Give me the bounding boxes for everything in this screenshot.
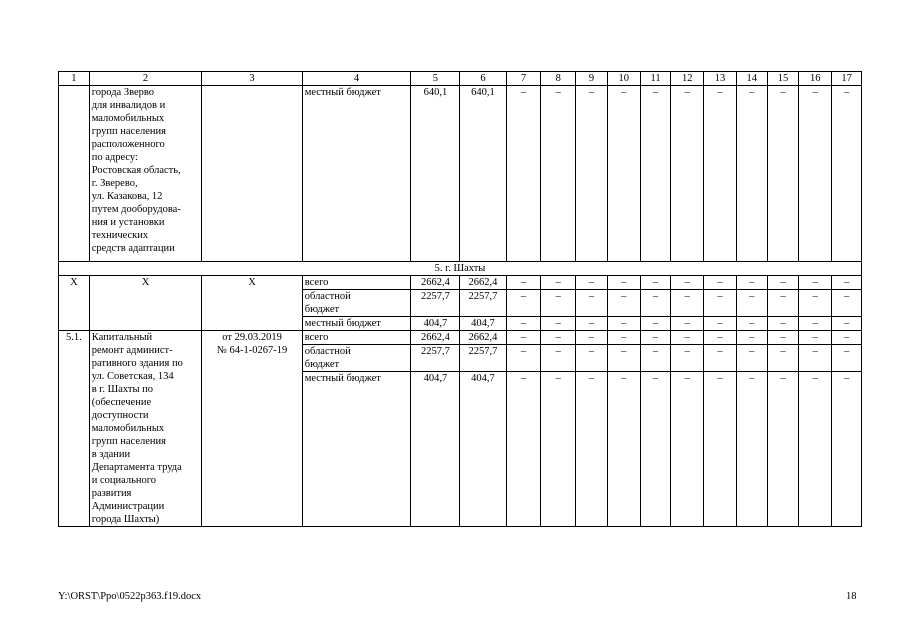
dash-cell: – xyxy=(541,86,576,262)
dash-cell: – xyxy=(541,276,576,290)
dash-cell: – xyxy=(506,276,541,290)
dash-cell: – xyxy=(640,331,671,345)
dash-cell: – xyxy=(704,345,737,372)
cell-x-3: Х xyxy=(202,276,302,331)
dash-cell: – xyxy=(671,290,704,317)
dash-cell: – xyxy=(671,276,704,290)
dash-cell: – xyxy=(671,331,704,345)
header-col-8: 8 xyxy=(541,72,576,86)
dash-cell: – xyxy=(671,345,704,372)
dash-cell: – xyxy=(799,290,832,317)
dash-cell: – xyxy=(576,276,608,290)
funding-source: местный бюджет xyxy=(302,86,411,262)
header-col-5: 5 xyxy=(411,72,460,86)
dash-cell: – xyxy=(704,86,737,262)
dash-cell: – xyxy=(541,317,576,331)
cell-number xyxy=(59,86,90,262)
value-col5: 2257,7 xyxy=(411,345,460,372)
dash-cell: – xyxy=(832,290,862,317)
total-row-all xyxy=(59,276,862,290)
header-col-17: 17 xyxy=(832,72,862,86)
header-col-14: 14 xyxy=(736,72,767,86)
header-col-7: 7 xyxy=(506,72,541,86)
dash-cell: – xyxy=(576,345,608,372)
object-name: Капитальный ремонт админист- ративного здания по ул. Советская, 134 в г. Шахты по (обеспечение доступности маломобильных групп населения в здании Департамента труда и социального развития Администрации города Шахты) xyxy=(89,331,202,527)
funding-source: местный бюджет xyxy=(302,372,411,527)
dash-cell: – xyxy=(640,86,671,262)
dash-cell: – xyxy=(767,331,799,345)
dash-cell: – xyxy=(767,372,799,527)
funding-source: областной бюджет xyxy=(302,290,411,317)
dash-cell: – xyxy=(832,345,862,372)
dash-cell: – xyxy=(832,86,862,262)
value-col6: 2662,4 xyxy=(460,331,506,345)
dash-cell: – xyxy=(832,372,862,527)
dash-cell: – xyxy=(506,86,541,262)
dash-cell: – xyxy=(541,290,576,317)
dash-cell: – xyxy=(799,317,832,331)
dash-cell: – xyxy=(640,345,671,372)
dash-cell: – xyxy=(704,290,737,317)
header-col-13: 13 xyxy=(704,72,737,86)
dash-cell: – xyxy=(832,276,862,290)
value-col5: 2662,4 xyxy=(411,331,460,345)
dash-cell: – xyxy=(736,317,767,331)
value-col5: 2662,4 xyxy=(411,276,460,290)
dash-cell: – xyxy=(576,331,608,345)
dash-cell: – xyxy=(607,290,640,317)
dash-cell: – xyxy=(704,317,737,331)
dash-cell: – xyxy=(767,290,799,317)
dash-cell: – xyxy=(607,317,640,331)
header-row xyxy=(59,72,862,86)
dash-cell: – xyxy=(640,317,671,331)
dash-cell: – xyxy=(767,345,799,372)
header-col-4: 4 xyxy=(302,72,411,86)
dash-cell: – xyxy=(704,276,737,290)
dash-cell: – xyxy=(671,317,704,331)
doc-reference: от 29.03.2019 № 64-1-0267-19 xyxy=(202,331,302,527)
dash-cell: – xyxy=(832,331,862,345)
dash-cell: – xyxy=(541,345,576,372)
header-col-9: 9 xyxy=(576,72,608,86)
value-col5: 2257,7 xyxy=(411,290,460,317)
value-col6: 404,7 xyxy=(460,317,506,331)
dash-cell: – xyxy=(607,86,640,262)
dash-cell: – xyxy=(799,331,832,345)
dash-cell: – xyxy=(736,345,767,372)
dash-cell: – xyxy=(736,276,767,290)
dash-cell: – xyxy=(506,345,541,372)
item-row-all xyxy=(59,331,862,345)
header-col-6: 6 xyxy=(460,72,506,86)
section-heading-row xyxy=(59,262,862,276)
funding-source: всего xyxy=(302,331,411,345)
value-col6: 404,7 xyxy=(460,372,506,527)
value-col6: 2257,7 xyxy=(460,345,506,372)
value-col6: 2257,7 xyxy=(460,290,506,317)
object-name: города Зверво для инвалидов и маломобильных групп населения расположенного по адресу: Ростовская область, г. Зверево, ул. Казакова, 12 путем дооборудова- ния и установки технических средств адаптации xyxy=(89,86,202,262)
dash-cell: – xyxy=(541,372,576,527)
value-col5: 404,7 xyxy=(411,372,460,527)
header-col-1: 1 xyxy=(59,72,90,86)
value-col5: 640,1 xyxy=(411,86,460,262)
file-path: Y:\ORST\Ppo\0522p363.f19.docx xyxy=(58,591,202,602)
dash-cell: – xyxy=(607,331,640,345)
cell-x-2: Х xyxy=(89,276,202,331)
dash-cell: – xyxy=(704,331,737,345)
continuation-row xyxy=(59,86,862,262)
dash-cell: – xyxy=(767,86,799,262)
dash-cell: – xyxy=(736,331,767,345)
cell-x-1: Х xyxy=(59,276,90,331)
dash-cell: – xyxy=(576,290,608,317)
dash-cell: – xyxy=(607,345,640,372)
dash-cell: – xyxy=(506,372,541,527)
funding-source: областной бюджет xyxy=(302,345,411,372)
value-col5: 404,7 xyxy=(411,317,460,331)
dash-cell: – xyxy=(576,372,608,527)
item-number: 5.1. xyxy=(59,331,90,527)
page-number: 18 xyxy=(846,591,857,602)
header-col-12: 12 xyxy=(671,72,704,86)
dash-cell: – xyxy=(576,317,608,331)
dash-cell: – xyxy=(799,345,832,372)
dash-cell: – xyxy=(607,372,640,527)
dash-cell: – xyxy=(736,290,767,317)
dash-cell: – xyxy=(799,86,832,262)
header-col-10: 10 xyxy=(607,72,640,86)
dash-cell: – xyxy=(541,331,576,345)
dash-cell: – xyxy=(640,290,671,317)
dash-cell: – xyxy=(640,372,671,527)
dash-cell: – xyxy=(832,317,862,331)
value-col6: 2662,4 xyxy=(460,276,506,290)
dash-cell: – xyxy=(506,317,541,331)
dash-cell: – xyxy=(671,372,704,527)
dash-cell: – xyxy=(607,276,640,290)
dash-cell: – xyxy=(736,372,767,527)
value-col6: 640,1 xyxy=(460,86,506,262)
dash-cell: – xyxy=(576,86,608,262)
dash-cell: – xyxy=(704,372,737,527)
header-col-16: 16 xyxy=(799,72,832,86)
dash-cell: – xyxy=(671,86,704,262)
dash-cell: – xyxy=(736,86,767,262)
dash-cell: – xyxy=(799,372,832,527)
dash-cell: – xyxy=(640,276,671,290)
dash-cell: – xyxy=(506,331,541,345)
header-col-11: 11 xyxy=(640,72,671,86)
header-col-15: 15 xyxy=(767,72,799,86)
doc-reference xyxy=(202,86,302,262)
dash-cell: – xyxy=(799,276,832,290)
section-title: 5. г. Шахты xyxy=(59,262,862,276)
header-col-2: 2 xyxy=(89,72,202,86)
funding-source: всего xyxy=(302,276,411,290)
budget-table xyxy=(58,71,862,527)
funding-source: местный бюджет xyxy=(302,317,411,331)
dash-cell: – xyxy=(506,290,541,317)
dash-cell: – xyxy=(767,276,799,290)
dash-cell: – xyxy=(767,317,799,331)
header-col-3: 3 xyxy=(202,72,302,86)
